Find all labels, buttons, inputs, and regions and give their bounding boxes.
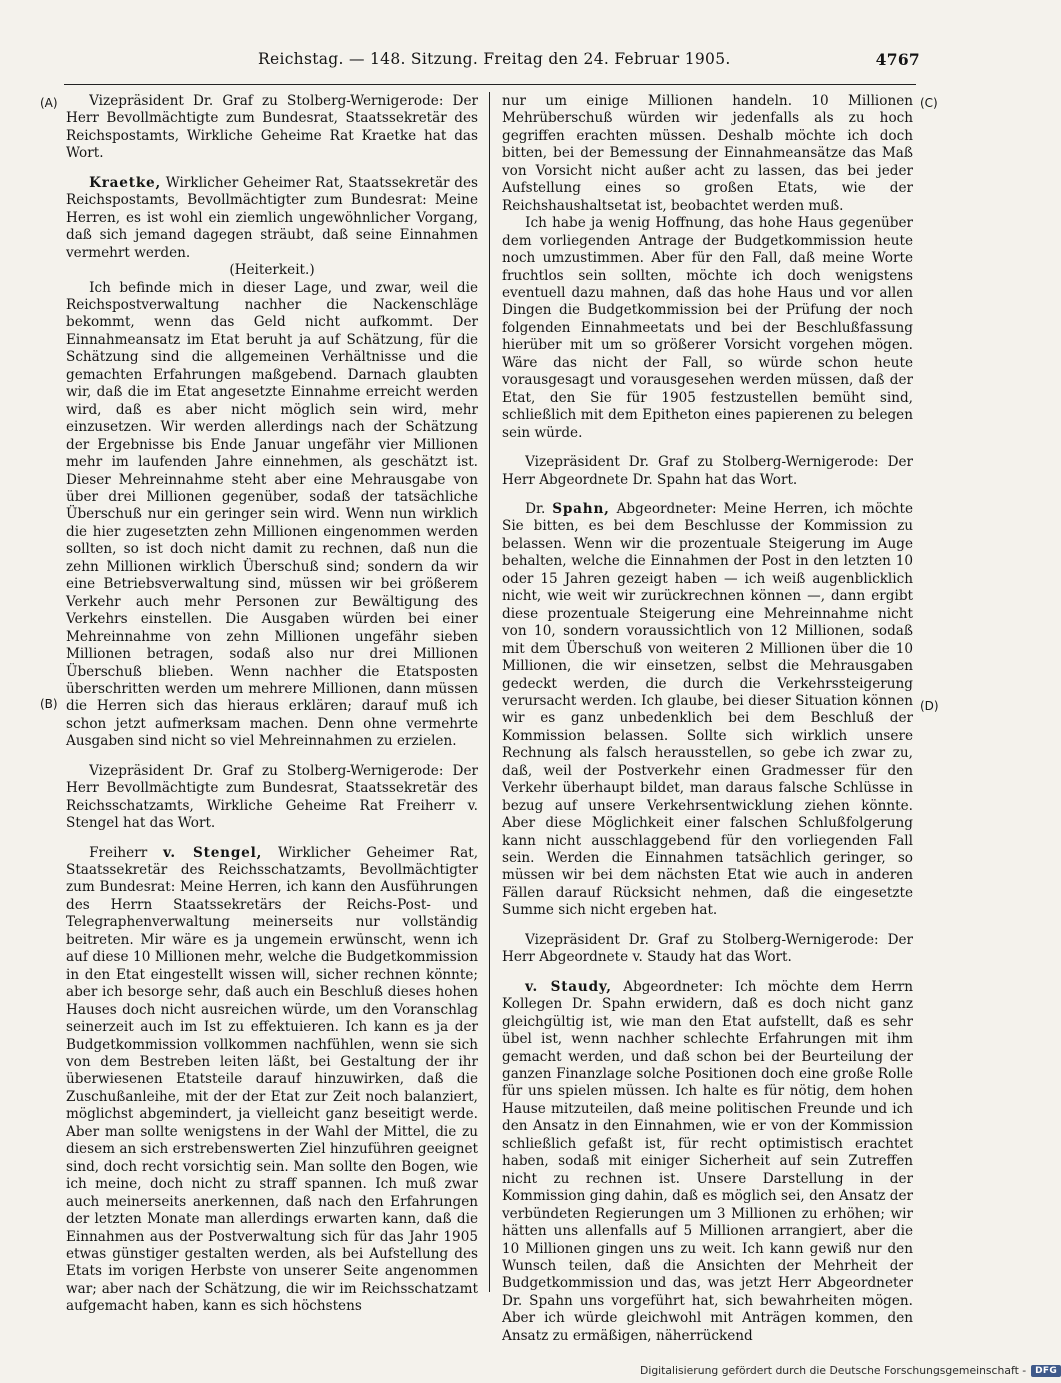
left-column xyxy=(66,93,478,1316)
speech-text: Wirklicher Geheimer Rat, Staatssekretär des Reichspostamts, Bevollmächtigter zum Bundesrat: Meine Herren, es ist wohl ein ziemlich ungewöhnlicher Vorgang, daß sich jemand dagegen sträubt, daß seine Einnahmen vermehrt werden. xyxy=(66,174,479,261)
paragraph xyxy=(66,763,478,833)
digitization-footer xyxy=(640,1364,1061,1377)
speaker-prefix: Freiherr xyxy=(89,844,148,861)
speaker-name: v. Staudy, xyxy=(525,978,612,995)
speaker-name: Vizepräsident Dr. Graf zu Stolberg-Wernigerode: xyxy=(89,762,444,779)
speaker-name: Vizepräsident Dr. Graf zu Stolberg-Wernigerode: xyxy=(525,454,879,471)
header-rule xyxy=(64,84,916,85)
margin-marker-d: (D) xyxy=(920,699,939,713)
interjection: (Heiterkeit.) xyxy=(229,262,315,279)
paragraph: Ich befinde mich in dieser Lage, und zwar, weil die Reichspostverwaltung nachher die Nackenschläge bekommt, wenn das Geld nicht aufkommt. Der Einnahmeansatz im Etat beruht ja auf Schätzung, für die Schätzung sind die allgemeinen Verhältnisse und die gemachten Erfahrungen maßgebend. Darnach glaubten wir, daß die im Etat angesetzte Einnahme erreicht werden wird, daß es aber nicht möglich sein wird, mehr einzusetzen. Wir werden allerdings nach der Schätzung der Ergebnisse bis Ende Januar ungefähr vier Millionen mehr im laufenden Jahre einnehmen, als geschätzt ist. Dieser Mehreinnahme steht aber eine Mehrausgabe von über drei Millionen gegenüber, sodaß der tatsächliche Überschuß nur ein geringer sein wird. Wenn nun wirklich die hier zugesetzten zehn Millionen eingenommen werden sollten, so ist doch nicht damit zu rechnen, daß nun die zehn Millionen wirklich Überschuß sind; sondern da wir eine Betriebsverwaltung sind, müssen wir bei größerem Verkehr auch mehr Personen zur Bewältigung des Verkehrs einstellen. Die Ausgaben würden bei einer Mehreinnahme von zehn Millionen ungefähr sieben Millionen betragen, sodaß also nur drei Millionen Überschuß blieben. Wenn nachher die Etatsposten überschritten werden um mehrere Millionen, dann müssen die Herren sich das hieraus erklären; darauf muß ich schon jetzt aufmerksam machen. Denn ohne vermehrte Ausgaben sind nicht so viel Mehreinnahmen zu erzielen. xyxy=(66,279,478,750)
speaker-name: Vizepräsident Dr. Graf zu Stolberg-Wernigerode: xyxy=(89,93,444,109)
speech-text: Der Herr Bevollmächtigte zum Bundesrat, Staatssekretär des Reichspostamts, Wirkliche Geheime Rat Kraetke hat das Wort. xyxy=(66,93,478,162)
footer-text: Digitalisierung gefördert durch die Deutsche Forschungsgemeinschaft - xyxy=(640,1364,1027,1377)
paragraph xyxy=(66,175,478,262)
speech-text: Der Herr Abgeordnete v. Staudy hat das Wort. xyxy=(502,931,914,966)
margin-marker-b: (B) xyxy=(40,697,58,711)
paragraph xyxy=(502,501,913,920)
margin-marker-a: (A) xyxy=(40,96,58,110)
dfg-logo-icon: DFG xyxy=(1031,1365,1061,1377)
paragraph: Ich habe ja wenig Hoffnung, das hohe Haus gegenüber dem vorliegenden Antrage der Budgetkommission heute noch umzustimmen. Aber für den Fall, daß meine Worte fruchtlos sein sollten, möchte ich doch wenigstens eventuell dazu mahnen, daß das hohe Haus und vor allen Dingen die Budgetkommission bei der Prüfung der noch folgenden Einnahmeetats und bei der Beschlußfassung hierüber mit um so größerer Vorsicht vorgehen mögen. Wäre das nicht der Fall, so würde schon heute vorausgesagt und vorausgesehen werden müssen, daß der Etat, den Sie für 1905 festzustellen bemüht sind, schließlich mit dem Epitheton eines papierenen zu belegen sein würde. xyxy=(502,215,913,441)
speech-text: Wirklicher Geheimer Rat, Staatssekretär des Reichsschatzamts, Bevollmächtigter zum Bundesrat: Meine Herren, ich kann den Ausführungen des Herrn Staatssekretärs der Reichs-Post- und Telegraphenverwaltung meinerseits nur vollständig beitreten. Mir wäre es ja ungemein erwünscht, wenn ich auf diese 10 Millionen mehr, welche die Budgetkommission in den Etat eingestellt wissen will, sicher rechnen könnte; aber ich besorge sehr, daß auch ein Beschluß dieses hohen Hauses doch nicht ausreichen würde, um den Voranschlag seinerzeit auch im Ist zu effektuieren. Ich kann es ja der Budgetkommission vollkommen nachfühlen, wenn sie sich von dem Bestreben leiten läßt, bei Gestaltung der ihr überwiesenen Etatsteile darauf hinzuwirken, daß die Zuschußanleihe, mit der der Etat zur Zeit noch balanziert, möglichst abgemindert, ja vielleicht ganz beseitigt werde. Aber man sollte wenigstens in der Wahl der Mittel, die zu diesem an sich erstrebenswerten Ziel hinzuführen geeignet sind, doch recht vorsichtig sein. Man sollte den Bogen, wie ich meine, doch nicht zu straff spannen. Ich muß zwar auch meinerseits anerkennen, daß nach den Erfahrungen der letzten Monate man allerdings erwarten kann, daß die Einnahmen aus der Postverwaltung sich für das Jahr 1905 etwas günstiger gestalten werden, als bei Aufstellung des Etats im vorigen Herbste von unserer Seite angenommen war; aber nach der Schätzung, die wir im Reichsschatzamt aufgemacht haben, kann es sich höchstens xyxy=(66,844,479,1315)
paragraph xyxy=(502,979,913,1346)
column-divider xyxy=(489,92,490,1292)
paragraph xyxy=(66,93,478,163)
margin-marker-c: (C) xyxy=(920,96,938,110)
speech-text: Der Herr Bevollmächtigte zum Bundesrat, Staatssekretär des Reichsschatzamts, Wirkliche Geheime Rat Freiherr v. Stengel hat das Wort. xyxy=(66,762,478,832)
right-column xyxy=(502,93,913,1345)
speaker-name: Spahn, xyxy=(552,500,610,517)
speaker-prefix: Dr. xyxy=(525,500,546,517)
speaker-name: Vizepräsident Dr. Graf zu Stolberg-Wernigerode: xyxy=(525,931,879,948)
page-number: 4767 xyxy=(875,50,920,69)
page-header xyxy=(258,44,920,76)
speech-text: Der Herr Abgeordnete Dr. Spahn hat das Wort. xyxy=(502,454,914,488)
speaker-name: Kraetke, xyxy=(89,174,162,191)
speaker-name: v. Stengel, xyxy=(163,844,263,861)
paragraph xyxy=(502,454,913,489)
paragraph xyxy=(502,932,913,967)
speech-text: Abgeordneter: Ich möchte dem Herrn Kollegen Dr. Spahn erwidern, daß es doch nicht ganz gleichgültig ist, wie man den Etat aufstellt, daß es sehr übel ist, wenn nachher schlechte Erfahrungen mit ihm gemacht werden, und daß schon bei der Beurteilung der ganzen Finanzlage solche Positionen doch eine große Rolle für uns spielen müssen. Ich halte es für nötig, dem hohen Hause mitzuteilen, daß meine politischen Freunde und ich den Ansatz in den Einnahmen, wie er von der Kommission schließlich gefaßt ist, für recht optimistisch erachtet haben, sodaß mit einiger Sicherheit auf sein Zutreffen nicht zu rechnen ist. Unsere Darstellung in der Kommission ging dahin, daß es möglich sei, den Ansatz der verbündeten Regierungen um 3 Millionen zu erhöhen; wir hätten uns allenfalls auf 5 Millionen arrangiert, aber die 10 Millionen gingen uns zu weit. Ich kann gewiß nur den Wunsch teilen, daß die Ansichten der Mehrheit der Budgetkommission und das, was jetzt Herr Abgeordneter Dr. Spahn uns vorgeführt hat, sich bewahrheiten mögen. Aber ich würde gleichwohl mit Anträgen kommen, den Ansatz zu ermäßigen, näherrückend xyxy=(502,978,914,1344)
paragraph: nur um einige Millionen handeln. 10 Millionen Mehrüberschuß würden wir jedenfalls als zu hoch gegriffen erachten müssen. Deshalb möchte ich doch bitten, bei der Bemessung der Einnahmeansätze das Maß von Vorsicht nicht außer acht zu lassen, das bei jeder Aufstellung eines so großen Etats, wie der Reichshaushaltsetat ist, beobachtet werden muß. xyxy=(502,93,913,214)
speech-text: Abgeordneter: Meine Herren, ich möchte Sie bitten, es bei dem Beschlusse der Kommission zu belassen. Wenn wir die prozentuale Steigerung im Auge behalten, welche die Einnahmen der Post in den letzten 10 oder 15 Jahren gezeigt haben — ich weiß augenblicklich nicht, wie weit wir zurückrechnen können —, dann ergibt diese prozentuale Steigerung eine Mehreinnahme nicht von 10, sondern voraussichtlich von 12 Millionen, sodaß mit dem Überschuß von weiteren 2 Millionen über die 10 Millionen, die wir einsetzen, selbst die Mehrausgaben gedeckt werden, die durch die Verkehrssteigerung verursacht werden. Ich glaube, bei dieser Situation können wir es ganz unbedenklich bei dem Beschluß der Kommission belassen. Sollte sich wirklich unsere Rechnung als falsch herausstellen, so gebe ich zwar zu, daß, weil der Postverkehr einen Gradmesser für den Verkehr überhaupt bildet, man daraus falsche Schlüsse in bezug auf unsere Verkehrsentwicklung ziehen könnte. Aber diese Möglichkeit einer falschen Schlußfolgerung kann nicht ausschlaggebend für den vorliegenden Fall sein. Werden die Einnahmen tatsächlich geringer, so müssen wir bei dem nächsten Etat wie auch in anderen Fällen darauf Rücksicht nehmen, daß die eingesetzte Summe sich nicht ergeben hat. xyxy=(502,500,913,919)
running-title: Reichstag. — 148. Sitzung. Freitag den 24. Februar 1905. xyxy=(258,50,731,68)
paragraph xyxy=(66,845,478,1316)
